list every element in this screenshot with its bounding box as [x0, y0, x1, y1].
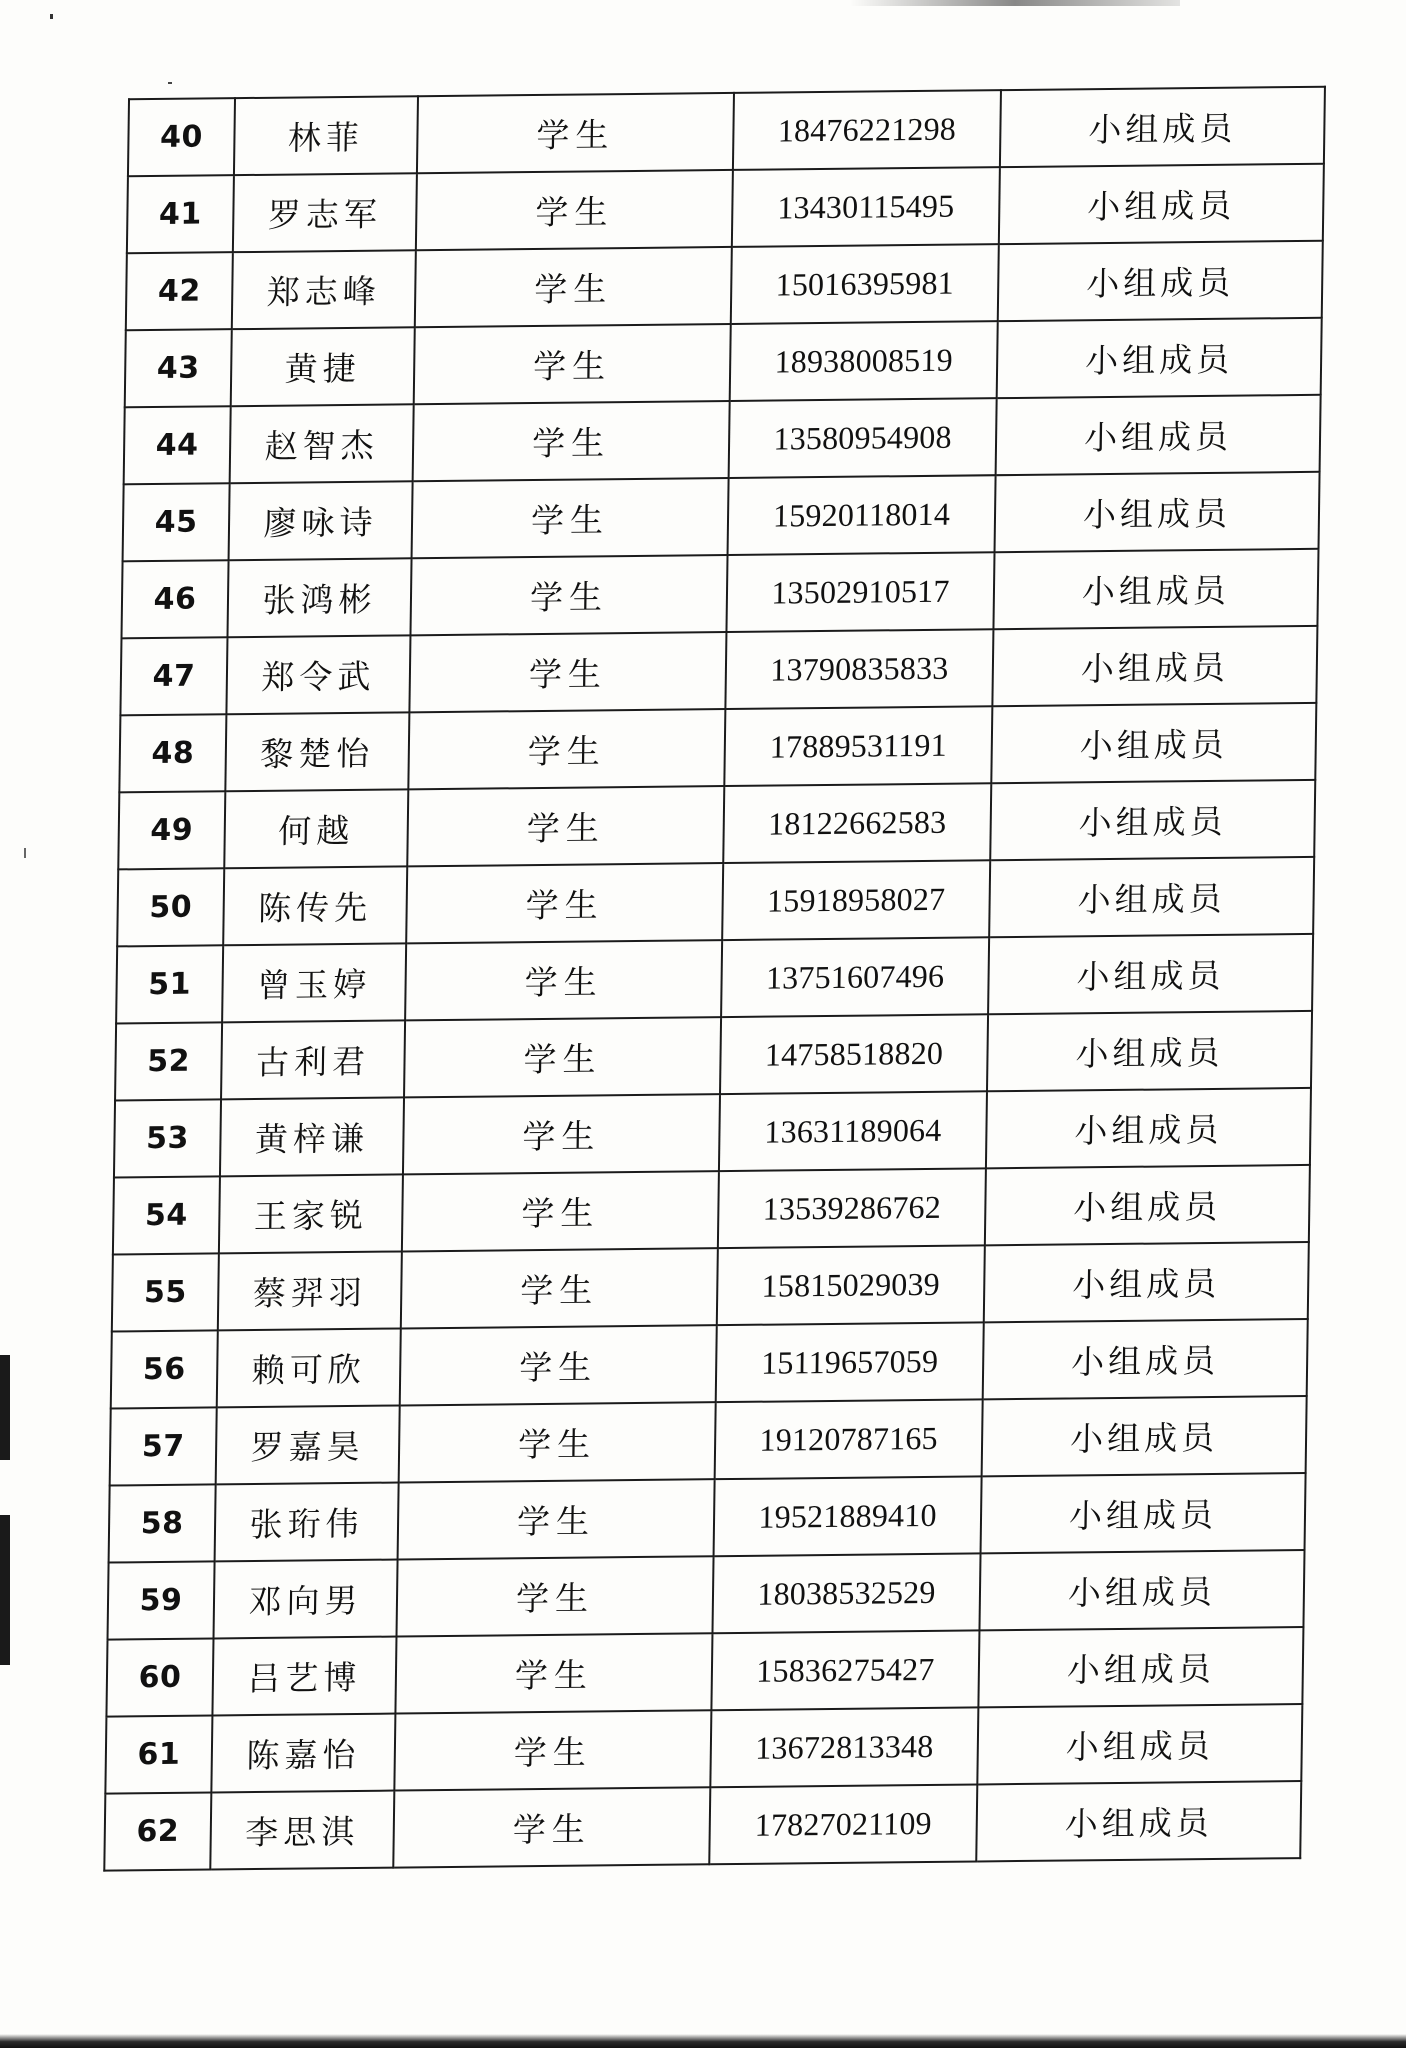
- member-role: 学生: [400, 1325, 717, 1405]
- member-name: 张珩伟: [215, 1483, 399, 1562]
- member-duty: 小组成员: [981, 1473, 1306, 1553]
- member-duty: 小组成员: [990, 780, 1315, 860]
- roster-table-wrapper: [103, 86, 1324, 1872]
- member-phone: 15815029039: [717, 1245, 985, 1325]
- member-phone: 13790835833: [725, 629, 993, 709]
- roster-table-body: [104, 87, 1325, 1871]
- member-phone: 13580954908: [729, 398, 997, 478]
- member-name: 吕艺博: [212, 1637, 396, 1716]
- member-name: 陈传先: [223, 866, 407, 945]
- member-duty: 小组成员: [992, 626, 1317, 706]
- member-duty: 小组成员: [977, 1704, 1302, 1784]
- scan-artifact-top: [850, 0, 1180, 6]
- member-name: 李思淇: [210, 1791, 394, 1870]
- member-duty: 小组成员: [993, 549, 1318, 629]
- table-row: [113, 1165, 1310, 1255]
- row-number: 57: [110, 1407, 217, 1485]
- table-row: [108, 1550, 1305, 1640]
- table-row: [118, 780, 1315, 870]
- table-row: [119, 703, 1316, 793]
- member-phone: 13631189064: [719, 1091, 987, 1171]
- table-row: [109, 1473, 1306, 1563]
- member-duty: 小组成员: [983, 1319, 1308, 1399]
- member-name: 蔡羿羽: [218, 1251, 402, 1330]
- member-role: 学生: [412, 478, 729, 558]
- member-role: 学生: [393, 1787, 710, 1867]
- row-number: 54: [113, 1176, 220, 1254]
- table-row: [125, 318, 1322, 408]
- member-role: 学生: [398, 1479, 715, 1559]
- member-role: 学生: [406, 863, 723, 943]
- row-number: 41: [127, 175, 234, 253]
- member-role: 学生: [410, 555, 727, 635]
- member-phone: 14758518820: [720, 1014, 988, 1094]
- member-role: 学生: [396, 1556, 713, 1636]
- table-row: [126, 241, 1323, 331]
- member-name: 黎楚怡: [225, 712, 409, 791]
- row-number: 51: [116, 945, 223, 1023]
- row-number: 59: [108, 1561, 215, 1639]
- member-duty: 小组成员: [998, 241, 1323, 321]
- member-name: 古利君: [221, 1020, 405, 1099]
- member-phone: 13502910517: [726, 552, 994, 632]
- table-row: [114, 1088, 1311, 1178]
- roster-table: [103, 86, 1326, 1872]
- member-duty: 小组成员: [987, 1011, 1312, 1091]
- member-role: 学生: [402, 1171, 719, 1251]
- table-row: [115, 1011, 1312, 1101]
- scan-artifact-left: [0, 1515, 10, 1665]
- member-phone: 19521889410: [714, 1476, 982, 1556]
- member-role: 学生: [405, 940, 722, 1020]
- member-role: 学生: [408, 709, 725, 789]
- member-name: 廖咏诗: [229, 481, 413, 560]
- member-role: 学生: [417, 93, 734, 173]
- member-phone: 19120787165: [715, 1399, 983, 1479]
- member-phone: 18938008519: [730, 321, 998, 401]
- member-phone: 15016395981: [731, 244, 999, 324]
- row-number: 62: [104, 1792, 211, 1870]
- table-row: [116, 934, 1313, 1024]
- member-phone: 13672813348: [710, 1707, 978, 1787]
- member-duty: 小组成员: [991, 703, 1316, 783]
- member-phone: 15920118014: [728, 475, 996, 555]
- row-number: 58: [109, 1484, 216, 1562]
- member-phone: 15836275427: [711, 1630, 979, 1710]
- row-number: 44: [124, 406, 231, 484]
- row-number: 45: [123, 483, 230, 561]
- table-row: [120, 626, 1317, 716]
- table-row: [117, 857, 1314, 947]
- scan-artifact-bottom: [0, 2034, 1406, 2048]
- table-row: [123, 472, 1320, 562]
- member-phone: 15918958027: [722, 860, 990, 940]
- scan-speck: [24, 848, 26, 858]
- member-duty: 小组成员: [989, 857, 1314, 937]
- member-name: 邓向男: [214, 1560, 398, 1639]
- row-number: 43: [125, 329, 232, 407]
- row-number: 40: [128, 98, 235, 176]
- table-row: [128, 87, 1325, 177]
- member-phone: 13539286762: [718, 1168, 986, 1248]
- member-name: 王家锐: [219, 1174, 403, 1253]
- table-row: [121, 549, 1318, 639]
- member-name: 何越: [224, 789, 408, 868]
- member-name: 赵智杰: [230, 404, 414, 483]
- member-name: 陈嘉怡: [211, 1714, 395, 1793]
- member-role: 学生: [414, 324, 731, 404]
- member-name: 郑令武: [226, 635, 410, 714]
- member-duty: 小组成员: [979, 1550, 1304, 1630]
- row-number: 49: [118, 791, 225, 869]
- row-number: 60: [106, 1638, 213, 1716]
- row-number: 53: [114, 1099, 221, 1177]
- row-number: 50: [117, 868, 224, 946]
- member-duty: 小组成员: [997, 318, 1322, 398]
- table-row: [105, 1704, 1302, 1794]
- member-name: 罗志军: [233, 173, 417, 252]
- member-name: 赖可欣: [217, 1328, 401, 1407]
- member-role: 学生: [401, 1248, 718, 1328]
- member-duty: 小组成员: [985, 1165, 1310, 1245]
- member-duty: 小组成员: [984, 1242, 1309, 1322]
- member-duty: 小组成员: [1000, 87, 1325, 167]
- member-phone: 15119657059: [716, 1322, 984, 1402]
- member-duty: 小组成员: [982, 1396, 1307, 1476]
- member-name: 郑志峰: [232, 250, 416, 329]
- row-number: 61: [105, 1715, 212, 1793]
- row-number: 42: [126, 252, 233, 330]
- row-number: 46: [121, 560, 228, 638]
- member-duty: 小组成员: [999, 164, 1324, 244]
- member-role: 学生: [407, 786, 724, 866]
- member-role: 学生: [409, 632, 726, 712]
- member-duty: 小组成员: [978, 1627, 1303, 1707]
- member-phone: 13430115495: [732, 167, 1000, 247]
- member-role: 学生: [404, 1017, 721, 1097]
- member-duty: 小组成员: [996, 395, 1321, 475]
- scan-artifact-left: [0, 1355, 10, 1460]
- row-number: 47: [120, 637, 227, 715]
- row-number: 55: [112, 1253, 219, 1331]
- member-role: 学生: [416, 170, 733, 250]
- table-row: [106, 1627, 1303, 1717]
- member-phone: 18038532529: [712, 1553, 980, 1633]
- table-row: [110, 1396, 1307, 1486]
- row-number: 52: [115, 1022, 222, 1100]
- member-name: 黄梓谦: [220, 1097, 404, 1176]
- member-role: 学生: [415, 247, 732, 327]
- table-row: [127, 164, 1324, 254]
- member-role: 学生: [403, 1094, 720, 1174]
- table-row: [124, 395, 1321, 485]
- member-role: 学生: [394, 1710, 711, 1790]
- member-phone: 18476221298: [733, 90, 1001, 170]
- member-name: 张鸿彬: [227, 558, 411, 637]
- member-name: 曾玉婷: [222, 943, 406, 1022]
- member-name: 林菲: [234, 96, 418, 175]
- member-role: 学生: [413, 401, 730, 481]
- member-role: 学生: [395, 1633, 712, 1713]
- scan-speck: [168, 82, 172, 84]
- table-row: [104, 1781, 1301, 1871]
- member-duty: 小组成员: [986, 1088, 1311, 1168]
- member-duty: 小组成员: [995, 472, 1320, 552]
- member-duty: 小组成员: [976, 1781, 1301, 1861]
- table-row: [111, 1319, 1308, 1409]
- row-number: 56: [111, 1330, 218, 1408]
- member-phone: 18122662583: [723, 783, 991, 863]
- member-phone: 17889531191: [724, 706, 992, 786]
- member-name: 黄捷: [231, 327, 415, 406]
- table-row: [112, 1242, 1309, 1332]
- member-role: 学生: [399, 1402, 716, 1482]
- member-phone: 13751607496: [721, 937, 989, 1017]
- member-phone: 17827021109: [709, 1784, 977, 1864]
- member-duty: 小组成员: [988, 934, 1313, 1014]
- member-name: 罗嘉昊: [216, 1405, 400, 1484]
- scan-speck: [50, 14, 53, 19]
- row-number: 48: [119, 714, 226, 792]
